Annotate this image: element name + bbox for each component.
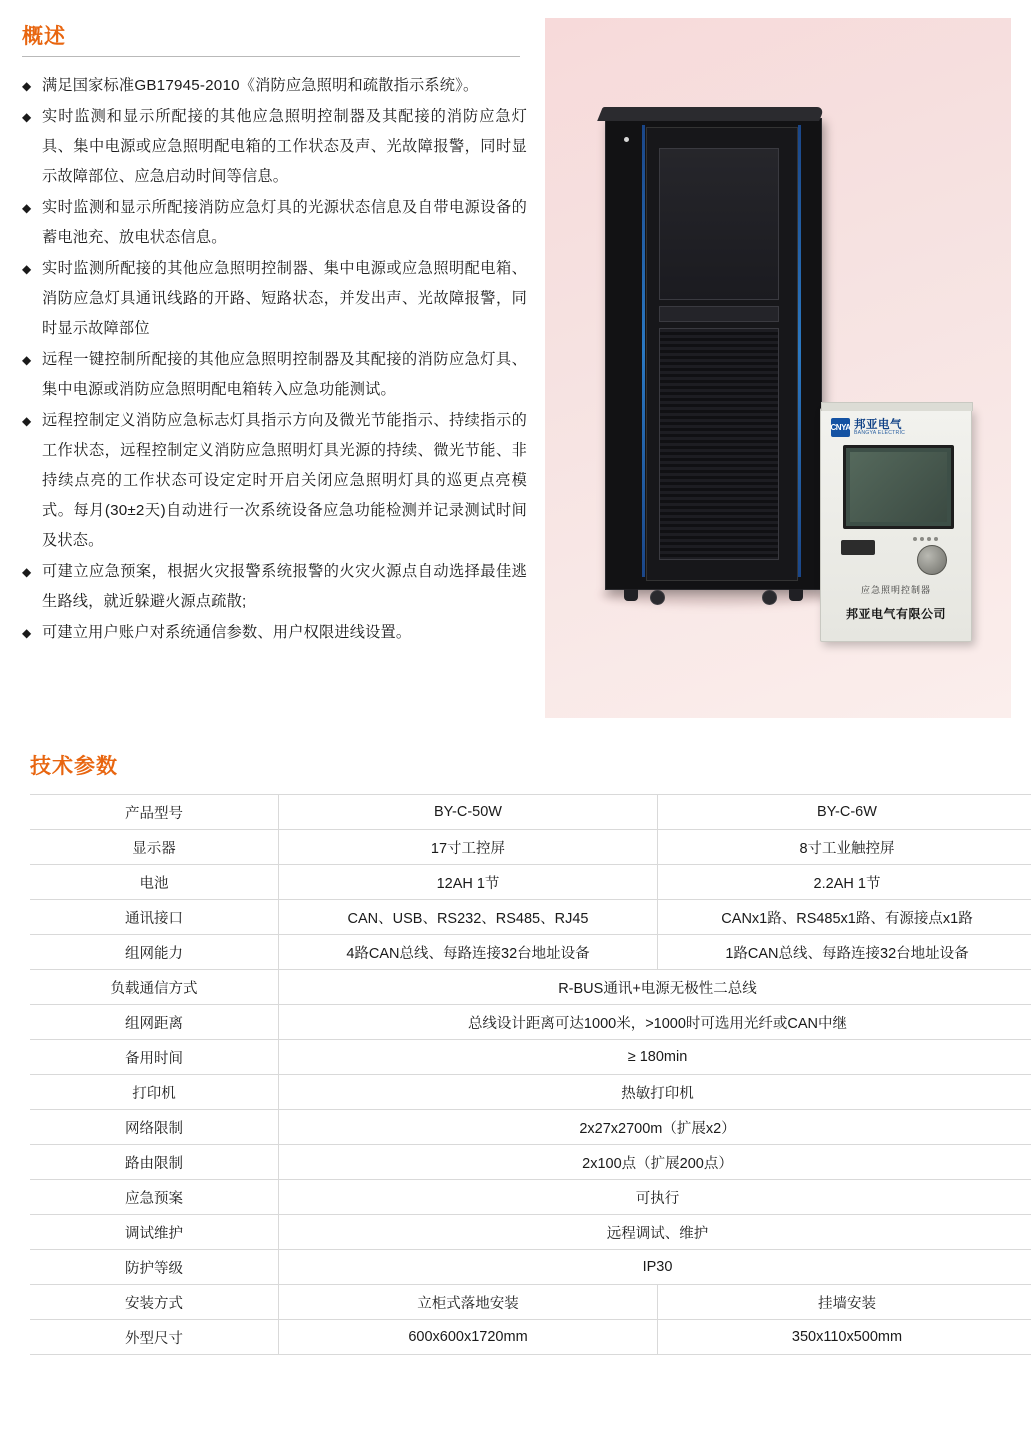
wall-unit-device-label: 应急照明控制器 xyxy=(860,585,931,595)
cabinet-glass-window xyxy=(659,148,779,300)
spec-value-6w: 2.2AH 1节 xyxy=(658,865,1031,900)
spec-label: 网络限制 xyxy=(30,1110,279,1145)
wall-unit-company-label: 邦亚电气有限公司 xyxy=(845,607,946,621)
product-photo xyxy=(545,18,1011,718)
led-indicator xyxy=(920,537,924,541)
wall-unit-key-switch xyxy=(917,545,947,575)
wall-unit-brand xyxy=(831,418,905,437)
spec-label: 安装方式 xyxy=(30,1285,279,1320)
bullet-diamond-icon: ◆ xyxy=(22,565,32,579)
table-row xyxy=(30,1250,1031,1285)
list-item xyxy=(22,193,527,253)
brand-name-cn: 邦亚电气 xyxy=(854,418,902,431)
list-item-text: 实时监测和显示所配接的其他应急照明控制器及其配接的消防应急灯具、集中电源或应急照明配电箱的工作状态及声、光故障报警，同时显示故障部位、应急启动时间等信息。 xyxy=(42,108,527,185)
bullet-diamond-icon: ◆ xyxy=(22,262,32,276)
spec-value-shared: 2x27x2700m（扩展x2） xyxy=(279,1110,1031,1145)
brand-name-en: BANGYA ELECTRIC xyxy=(854,429,906,436)
led-indicator xyxy=(913,537,917,541)
wall-mounted-controller-image xyxy=(820,408,972,642)
bullet-diamond-icon: ◆ xyxy=(22,626,32,640)
table-row xyxy=(30,1180,1031,1215)
table-row xyxy=(30,935,1031,970)
spec-label: 路由限制 xyxy=(30,1145,279,1180)
bullet-diamond-icon: ◆ xyxy=(22,353,32,367)
spec-label: 显示器 xyxy=(30,830,279,865)
cabinet-light-strip-right xyxy=(798,125,801,577)
table-row xyxy=(30,1040,1031,1075)
led-indicator xyxy=(927,537,931,541)
cabinet-caster-right xyxy=(762,590,777,605)
overview-title: 概述 xyxy=(22,25,66,48)
cabinet-middle-bar xyxy=(659,306,779,322)
table-row xyxy=(30,795,1031,830)
spec-value-shared: IP30 xyxy=(279,1250,1031,1285)
bullet-diamond-icon: ◆ xyxy=(22,79,32,93)
cabinet-leg-right xyxy=(789,589,803,601)
spec-value-6w: CANx1路、RS485x1路、有源接点x1路 xyxy=(658,900,1031,935)
spec-label: 通讯接口 xyxy=(30,900,279,935)
spec-value-shared: 热敏打印机 xyxy=(279,1075,1031,1110)
table-row xyxy=(30,1215,1031,1250)
wall-unit-display xyxy=(843,445,954,529)
overview-title-divider xyxy=(22,56,520,57)
table-row xyxy=(30,865,1031,900)
spec-value-50w: 4路CAN总线、每路连接32台地址设备 xyxy=(279,935,658,970)
table-row xyxy=(30,1285,1031,1320)
cabinet-caster-left xyxy=(650,590,665,605)
cabinet-vent-grille xyxy=(659,328,779,560)
spec-label: 产品型号 xyxy=(30,795,279,830)
list-item-text: 远程一键控制所配接的其他应急照明控制器及其配接的消防应急灯具、集中电源或消防应急照明配电箱转入应急功能测试。 xyxy=(42,351,527,398)
list-item-text: 实时监测和显示所配接消防应急灯具的光源状态信息及自带电源设备的蓄电池充、放电状态信息。 xyxy=(42,199,527,246)
spec-label: 防护等级 xyxy=(30,1250,279,1285)
table-row xyxy=(30,1320,1031,1355)
list-item xyxy=(22,102,527,192)
wall-unit-top-edge xyxy=(821,402,973,411)
spec-value-shared: 总线设计距离可达1000米，>1000时可选用光纤或CAN中继 xyxy=(279,1005,1031,1040)
spec-label: 应急预案 xyxy=(30,1180,279,1215)
overview-section xyxy=(0,0,545,649)
spec-value-shared: 2x100点（扩展200点） xyxy=(279,1145,1031,1180)
table-row xyxy=(30,900,1031,935)
spec-value-6w: 350x110x500mm xyxy=(658,1320,1031,1355)
spec-value-6w: 挂墙安装 xyxy=(658,1285,1031,1320)
spec-section xyxy=(0,750,1031,1355)
spec-table xyxy=(30,794,1031,1355)
cabinet-top-panel xyxy=(597,107,825,121)
spec-label: 组网距离 xyxy=(30,1005,279,1040)
spec-value-shared: 可执行 xyxy=(279,1180,1031,1215)
bullet-diamond-icon: ◆ xyxy=(22,201,32,215)
list-item-text: 实时监测所配接的其他应急照明控制器、集中电源或应急照明配电箱、消防应急灯具通讯线路的开路、短路状态，并发出声、光故障报警，同时显示故障部位 xyxy=(42,260,527,337)
cabinet-door xyxy=(646,127,798,581)
spec-value-shared: 远程调试、维护 xyxy=(279,1215,1031,1250)
spec-value-shared: ≥ 180min xyxy=(279,1040,1031,1075)
spec-label: 外型尺寸 xyxy=(30,1320,279,1355)
spec-value-50w: 600x600x1720mm xyxy=(279,1320,658,1355)
bullet-diamond-icon: ◆ xyxy=(22,414,32,428)
table-row xyxy=(30,830,1031,865)
spec-label: 调试维护 xyxy=(30,1215,279,1250)
spec-value-6w: 8寸工业触控屏 xyxy=(658,830,1031,865)
spec-label: 备用时间 xyxy=(30,1040,279,1075)
cabinet-indicator-icon xyxy=(624,137,629,142)
spec-label: 组网能力 xyxy=(30,935,279,970)
spec-value-shared: R-BUS通讯+电源无极性二总线 xyxy=(279,970,1031,1005)
overview-bullet-list xyxy=(22,71,527,648)
table-row xyxy=(30,1110,1031,1145)
list-item-text: 满足国家标准GB17945-2010《消防应急照明和疏散指示系统》。 xyxy=(42,77,479,94)
spec-value-50w: 立柜式落地安装 xyxy=(279,1285,658,1320)
spec-value-50w: CAN、USB、RS232、RS485、RJ45 xyxy=(279,900,658,935)
table-row xyxy=(30,970,1031,1005)
list-item-text: 可建立应急预案，根据火灾报警系统报警的火灾火源点自动选择最佳逃生路线，就近躲避火源点疏散; xyxy=(42,563,527,610)
cnya-logo-icon: CNYA xyxy=(831,418,850,437)
table-row xyxy=(30,1075,1031,1110)
list-item xyxy=(22,71,527,101)
spec-value-50w: 12AH 1节 xyxy=(279,865,658,900)
spec-value-50w: BY-C-50W xyxy=(279,795,658,830)
list-item xyxy=(22,254,527,344)
list-item-text: 远程控制定义消防应急标志灯具指示方向及微光节能指示、持续指示的工作状态，远程控制定义消防应急照明灯具光源的持续、微光节能、非持续点亮的工作状态可设定定时开启关闭应急照明灯具的巡更点亮模式。每月(30±2天)自动进行一次系统设备应急功能检测并记录测试时间及状态。 xyxy=(42,412,527,549)
list-item xyxy=(22,618,527,648)
led-indicator xyxy=(934,537,938,541)
spec-label: 打印机 xyxy=(30,1075,279,1110)
list-item xyxy=(22,557,527,617)
spec-value-6w: 1路CAN总线、每路连接32台地址设备 xyxy=(658,935,1031,970)
table-row xyxy=(30,1005,1031,1040)
wall-unit-printer-slot xyxy=(841,540,875,555)
spec-label: 电池 xyxy=(30,865,279,900)
cabinet-light-strip-left xyxy=(642,125,645,577)
spec-title: 技术参数 xyxy=(30,755,118,778)
wall-unit-led-row xyxy=(913,537,938,541)
bullet-diamond-icon: ◆ xyxy=(22,110,32,124)
table-row xyxy=(30,1145,1031,1180)
rack-cabinet-image xyxy=(605,118,822,590)
spec-value-6w: BY-C-6W xyxy=(658,795,1031,830)
list-item xyxy=(22,345,527,405)
spec-value-50w: 17寸工控屏 xyxy=(279,830,658,865)
wall-unit-display-surface xyxy=(850,452,947,522)
cabinet-leg-left xyxy=(624,589,638,601)
spec-label: 负载通信方式 xyxy=(30,970,279,1005)
list-item xyxy=(22,406,527,556)
list-item-text: 可建立用户账户对系统通信参数、用户权限进线设置。 xyxy=(42,624,412,641)
